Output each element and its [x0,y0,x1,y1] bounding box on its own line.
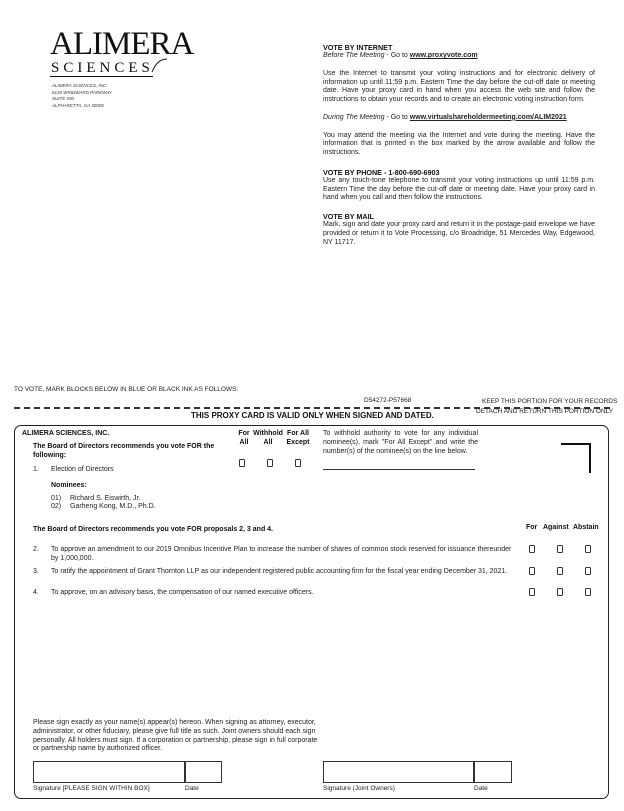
checkbox-proposal-3-against[interactable] [557,567,563,575]
col-header-abstain: Abstain [573,524,599,531]
detach-portion-label: DETACH AND RETURN THIS PORTION ONLY [476,408,614,415]
col-header-text: For All [287,430,309,437]
joint-date-label: Date [474,785,488,792]
withhold-instructions: To withhold authority to vote for any individual nominee(s), mark "For All Except" and write the number(s) of the nominee(s) on the line below. [323,430,478,455]
checkbox-proposal-4-abstain[interactable] [585,588,591,596]
logo-swash-mark [150,58,168,74]
during-meeting-label: During The Meeting [323,113,385,121]
checkbox-proposal-3-for[interactable] [529,567,535,575]
vote-internet-before-text: Use the Internet to transmit your voting instructions and for electronic delivery of information up until 11:59 p.m. Eastern Time the day before the cut-off date or meeting date. Have your proxy card in hand when you access the web site and follow the instructions to obtain your records and to create an electronic voting instruction form. [323,69,595,103]
logo-subtitle: SCIENCES [51,60,154,76]
col-header-for-all-except [284,430,312,448]
address-line: SUITE 290 [52,96,75,102]
checkbox-proposal-2-abstain[interactable] [585,545,591,553]
vote-during-line [323,114,595,123]
before-meeting-label: Before The Meeting [323,52,385,59]
joint-signature-label: Signature (Joint Owners) [323,785,395,792]
checkbox-proposal-4-against[interactable] [557,588,563,596]
checkbox-proposal-2-against[interactable] [557,545,563,553]
checkbox-for-all-except[interactable] [295,459,301,467]
nominees-label: Nominees: [51,482,87,489]
vote-internet-during-text: You may attend the meeting via the Internet and vote during the meeting. Have the information that is printed in the box marked by the arrow available and follow the instructions. [323,131,595,156]
corner-mark [561,443,591,473]
nominee-number: 01) [51,495,62,502]
nominee-name: Richard S. Eiswirth, Jr. [70,495,141,502]
goto-text: - Go to [384,113,410,121]
item-1-number: 1. [33,466,39,473]
card-company-name: ALIMERA SCIENCES, INC. [22,430,110,437]
col-header-for-all [236,430,252,448]
vote-before-line [323,52,595,61]
logo-wordmark: ALIMERA [50,26,194,62]
return-address [52,83,172,109]
address-line: ALPHARETTA, GA 30005 [52,102,104,108]
proposal-number: 3. [33,568,39,575]
proposal-text: To approve, on an advisory basis, the compensation of our named executive officers. [51,589,314,596]
mark-instruction: TO VOTE, MARK BLOCKS BELOW IN BLUE OR BLACK INK AS FOLLOWS: [14,386,239,393]
address-line: ALIMERA SCIENCES, INC. [52,83,108,88]
vote-mail-text: Mark, sign and date your proxy card and return it in the postage-paid envelope we have provided or return it to Vote Processing, c/o Broadridge, 51 Mercedes Way, Edgewood, NY 11717. [323,221,595,246]
proposal-number: 2. [33,546,39,553]
joint-date-box[interactable] [474,761,512,783]
checkbox-withhold-all[interactable] [267,459,273,467]
checkbox-proposal-3-abstain[interactable] [585,567,591,575]
checkbox-proposal-2-for[interactable] [529,545,535,553]
voting-instructions [323,43,595,247]
proposal-text: To approve an amendment to our 2019 Omnibus Incentive Plan to increase the number of shares of common stock reserved for issuance thereunder by 1,000,000. [51,546,512,562]
item-1-text: Election of Directors [51,466,114,473]
nominee-number: 02) [51,503,62,510]
vote-phone-heading: VOTE BY PHONE - 1-800-690-6903 [323,167,440,177]
valid-only-notice: THIS PROXY CARD IS VALID ONLY WHEN SIGNED AND DATED. [191,411,434,420]
col-header-text: All [239,438,249,446]
nominee-name: Garheng Kong, M.D., Ph.D. [70,503,156,510]
proposal-text: To ratify the appointment of Grant Thornton LLP as our independent registered public accounting firm for the fiscal year ending December 31, 2021. [51,568,508,575]
col-header-text: All [263,438,273,446]
goto-text: - Go to [384,52,410,59]
col-header-against: Against [543,524,569,531]
col-header-text: For [238,430,250,437]
signing-instructions: Please sign exactly as your name(s) appear(s) hereon. When signing as attorney, executor, administrator, or other fiduciary, please give full title as such. Joint owners should each sign personally. All holders must sign. If a corporation or partnership, please sign in full corporate or partnership name by authorized officer. [33,719,318,753]
checkbox-for-all[interactable] [239,459,245,467]
signature-box[interactable] [33,761,185,783]
proxyvote-link[interactable]: www.proxyvote.com [409,52,478,59]
control-code: D54272-P57668 [364,397,412,404]
col-header-for: For [526,524,538,531]
address-line: 6120 WINDWARD PARKWAY [52,89,112,95]
checkbox-proposal-4-for[interactable] [529,588,535,596]
signature-label: Signature [PLEASE SIGN WITHIN BOX] [33,785,150,792]
col-header-text: Except [286,438,310,446]
board-recommendation-proposals: The Board of Directors recommends you vote FOR proposals 2, 3 and 4. [33,526,273,533]
board-recommendation-directors: The Board of Directors recommends you vote FOR the following: [33,443,215,459]
col-header-withhold-all [252,430,284,448]
vote-mail-heading: VOTE BY MAIL [323,212,374,221]
proposal-number: 4. [33,589,39,596]
vote-internet-heading: VOTE BY INTERNET [323,43,393,52]
virtual-meeting-link[interactable]: www.virtualshareholdermeeting.com/ALIM2021 [409,113,567,121]
date-label: Date [185,785,199,792]
joint-signature-box[interactable] [323,761,474,783]
nominee-number-line[interactable] [323,469,475,470]
keep-portion-label: KEEP THIS PORTION FOR YOUR RECORDS [482,398,618,405]
col-header-text: Withhold [253,430,283,437]
vote-phone-text: Use any touch-tone telephone to transmit your voting instructions up until 11:59 p.m. Eastern Time the day before the cut-off date or meeting date. Have your proxy card in hand when you call and then follow the instructions. [323,176,595,202]
date-box[interactable] [185,761,222,783]
